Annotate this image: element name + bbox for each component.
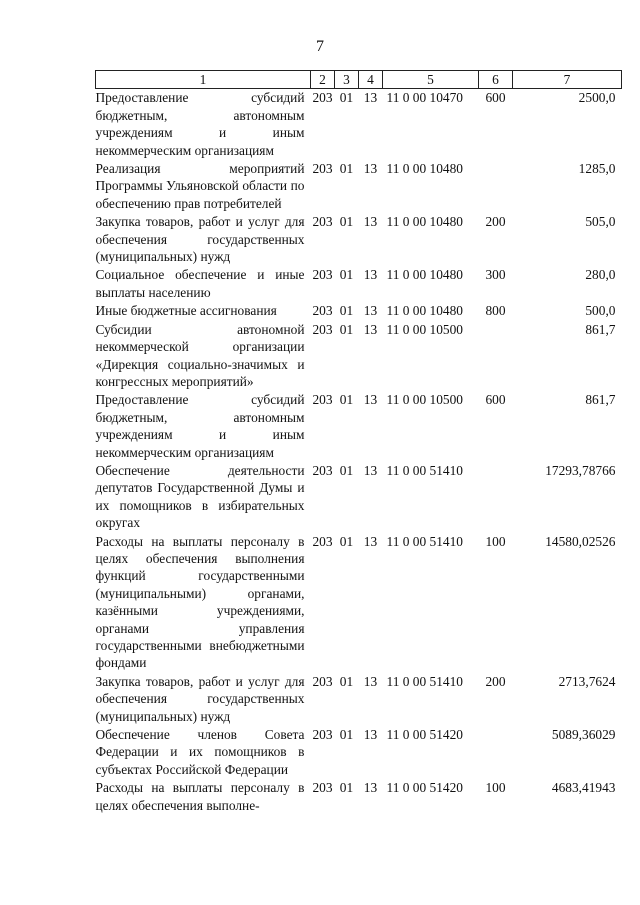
row-subsection-code: 13 (363, 533, 378, 549)
row-expense-type: 300 (485, 267, 506, 283)
row-section-code: 01 (339, 780, 354, 796)
table-row (96, 321, 622, 392)
row-admin-code: 203 (312, 90, 333, 106)
row-subsection-code: 13 (363, 90, 378, 106)
row-section-code: 01 (339, 392, 354, 408)
row-subsection-code: 13 (363, 392, 378, 408)
row-section-code: 01 (339, 267, 354, 283)
row-expense-type: 800 (485, 303, 506, 319)
row-admin-code: 203 (312, 462, 333, 478)
row-description: Обеспечение членов Совета Федерации и их помощников в субъектах Российской Федерации (95, 727, 305, 777)
row-section-code: 01 (339, 321, 354, 337)
row-subsection-code: 13 (363, 673, 378, 689)
row-subsection-code: 13 (363, 303, 378, 319)
row-target-article: 11 0 00 10480 (386, 267, 463, 283)
row-subsection-code: 13 (363, 727, 378, 743)
row-admin-code: 203 (312, 161, 333, 177)
row-expense-type (479, 462, 513, 533)
row-section-code: 01 (339, 303, 354, 319)
row-amount: 500,0 (585, 303, 616, 319)
table-row (96, 533, 622, 673)
header-row (96, 71, 622, 89)
row-section-code: 01 (339, 727, 354, 743)
row-target-article: 11 0 00 51420 (386, 780, 463, 796)
row-expense-type: 200 (485, 214, 506, 230)
table-row (96, 160, 622, 213)
row-amount: 505,0 (585, 214, 616, 230)
row-subsection-code: 13 (363, 214, 378, 230)
page-number: 7 (316, 38, 324, 55)
row-target-article: 11 0 00 51410 (386, 462, 463, 478)
row-admin-code: 203 (312, 673, 333, 689)
row-target-article: 11 0 00 10480 (386, 303, 463, 319)
row-subsection-code: 13 (363, 462, 378, 478)
row-target-article: 11 0 00 10500 (386, 321, 463, 337)
row-section-code: 01 (339, 533, 354, 549)
column-header-4: 4 (359, 71, 383, 89)
row-amount: 861,7 (585, 321, 616, 337)
table-header (96, 71, 622, 89)
column-header-1: 1 (96, 71, 311, 89)
row-description: Закупка товаров, работ и услуг для обеспечения государственных (муниципальных) нужд (95, 214, 305, 265)
row-description: Предоставление субсидий бюджетным, автономным учреждениям и иным некоммерческим организациям (95, 392, 305, 460)
row-section-code: 01 (339, 214, 354, 230)
row-target-article: 11 0 00 10500 (386, 392, 463, 408)
row-admin-code: 203 (312, 267, 333, 283)
row-expense-type: 100 (485, 533, 506, 549)
row-target-article: 11 0 00 51410 (386, 673, 463, 689)
row-amount: 2713,7624 (558, 673, 616, 689)
row-description: Обеспечение деятельности депутатов Государственной Думы и их помощников в избирательных округах (95, 462, 305, 531)
row-description: Субсидии автономной некоммерческой организации «Дирекция социально-значимых и конгрессных мероприятий» (95, 321, 305, 389)
row-target-article: 11 0 00 10480 (386, 214, 463, 230)
row-amount: 2500,0 (578, 90, 616, 106)
row-target-article: 11 0 00 51410 (386, 533, 463, 549)
row-description: Иные бюджетные ассигнования (95, 303, 277, 319)
row-expense-type (479, 726, 513, 779)
row-description: Закупка товаров, работ и услуг для обеспечения государственных (муниципальных) нужд (95, 673, 305, 724)
row-expense-type: 600 (485, 90, 506, 106)
row-target-article: 11 0 00 10470 (386, 90, 463, 106)
row-admin-code: 203 (312, 533, 333, 549)
row-section-code: 01 (339, 673, 354, 689)
row-section-code: 01 (339, 90, 354, 106)
row-admin-code: 203 (312, 214, 333, 230)
row-admin-code: 203 (312, 780, 333, 796)
table-row (96, 213, 622, 266)
row-description: Предоставление субсидий бюджетным, автономным учреждениям и иным некоммерческим организациям (95, 90, 305, 158)
row-expense-type (479, 321, 513, 392)
row-expense-type (479, 160, 513, 213)
row-admin-code: 203 (312, 727, 333, 743)
table-body (96, 89, 622, 815)
row-amount: 4683,41943 (551, 780, 616, 796)
row-description: Социальное обеспечение и иные выплаты населению (95, 267, 305, 300)
row-amount: 861,7 (585, 392, 616, 408)
table-row (96, 673, 622, 726)
column-header-7: 7 (513, 71, 622, 89)
row-section-code: 01 (339, 161, 354, 177)
row-target-article: 11 0 00 51420 (386, 727, 463, 743)
table-row (96, 89, 622, 160)
row-subsection-code: 13 (363, 161, 378, 177)
table-row (96, 779, 622, 815)
budget-table (95, 70, 622, 815)
table-row (96, 391, 622, 462)
row-amount: 280,0 (585, 267, 616, 283)
row-expense-type: 600 (485, 392, 506, 408)
row-description: Реализация мероприятий Программы Ульяновской области по обеспечению прав потребителей (95, 161, 305, 211)
row-admin-code: 203 (312, 303, 333, 319)
row-description: Расходы на выплаты персоналу в целях обеспечения выполнения функций государственными (муниципальными) органами, казёнными учреждениями, органами управления государственными внебюджетными фондами (95, 533, 305, 671)
row-amount: 17293,78766 (545, 462, 616, 478)
row-expense-type: 100 (485, 780, 506, 796)
table-row (96, 302, 622, 320)
table-row (96, 462, 622, 533)
row-subsection-code: 13 (363, 267, 378, 283)
row-subsection-code: 13 (363, 780, 378, 796)
row-subsection-code: 13 (363, 321, 378, 337)
row-section-code: 01 (339, 462, 354, 478)
row-amount: 14580,02526 (545, 533, 616, 549)
row-admin-code: 203 (312, 321, 333, 337)
row-amount: 1285,0 (578, 161, 616, 177)
row-target-article: 11 0 00 10480 (386, 161, 463, 177)
table-row (96, 266, 622, 302)
column-header-6: 6 (479, 71, 513, 89)
column-header-2: 2 (311, 71, 335, 89)
column-header-3: 3 (335, 71, 359, 89)
row-expense-type: 200 (485, 673, 506, 689)
row-amount: 5089,36029 (551, 727, 616, 743)
column-header-5: 5 (383, 71, 479, 89)
row-description: Расходы на выплаты персоналу в целях обеспечения выполне- (95, 780, 305, 813)
table-row (96, 726, 622, 779)
row-admin-code: 203 (312, 392, 333, 408)
